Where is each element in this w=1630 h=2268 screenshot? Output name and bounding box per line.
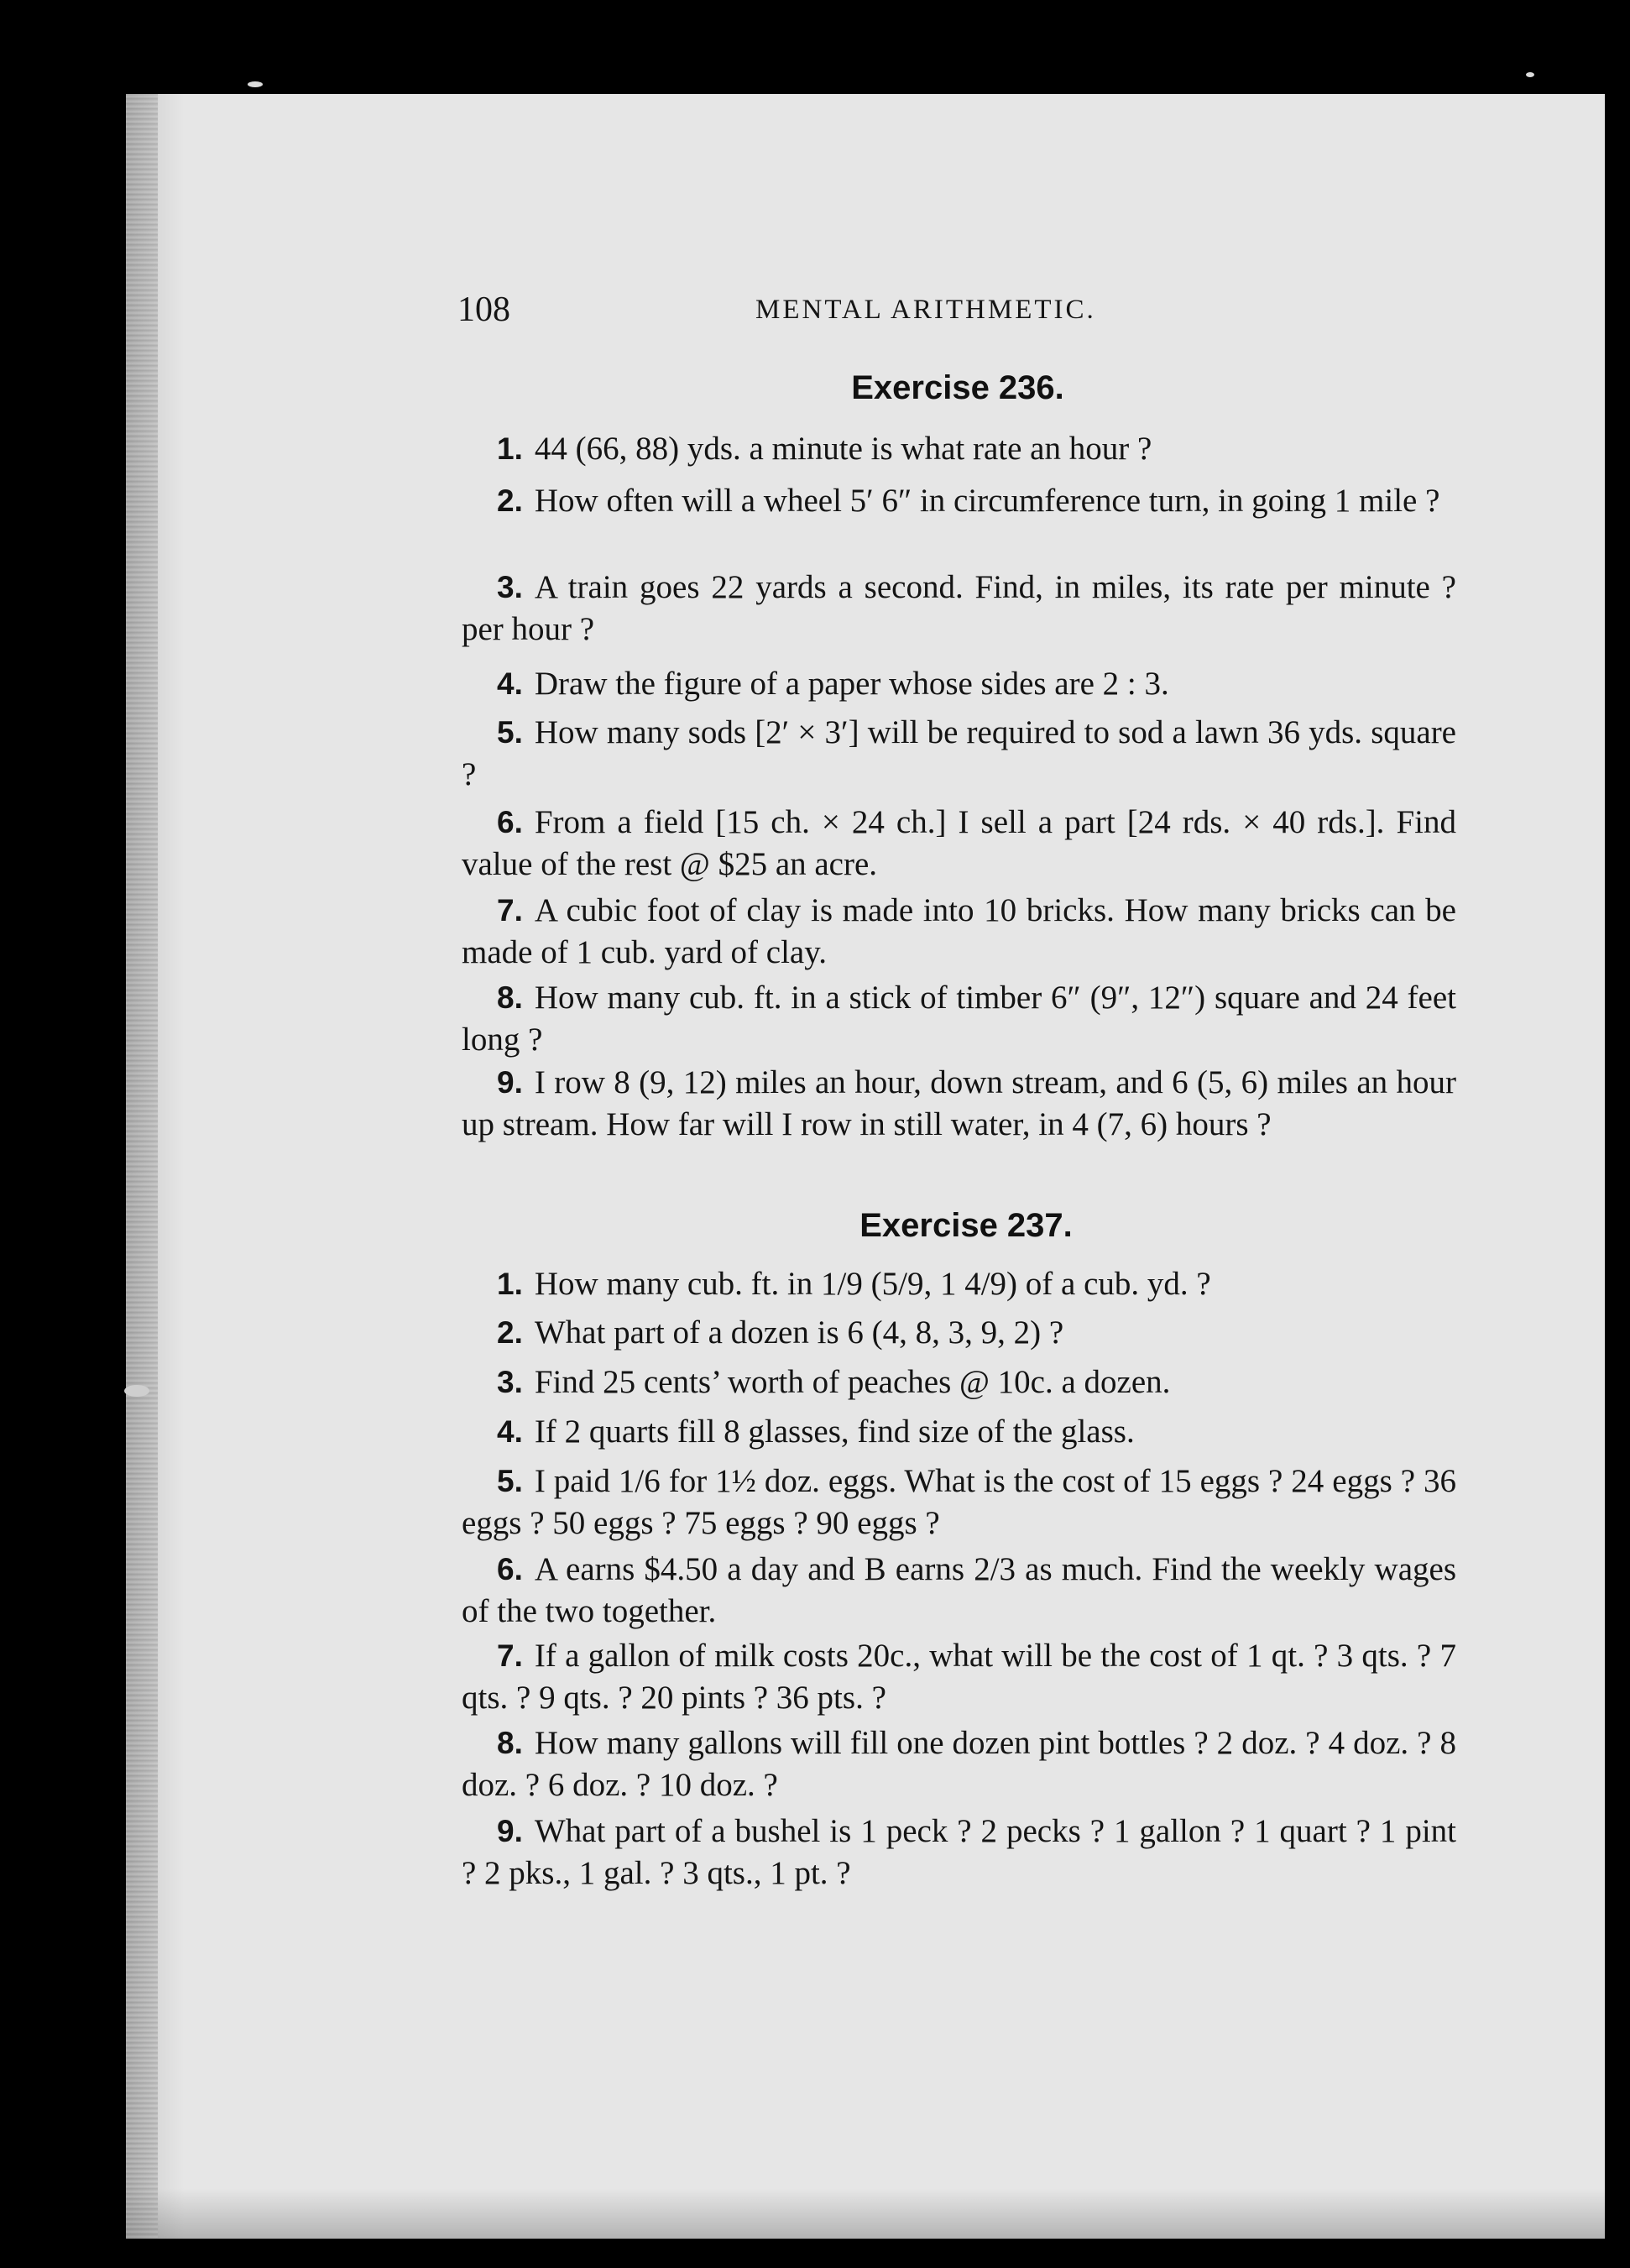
exercise-237-problem-7 xyxy=(462,1635,1456,1719)
exercise-237-problem-2 xyxy=(462,1312,1456,1354)
problem-text: Find 25 cents’ worth of peaches @ 10c. a dozen. xyxy=(534,1364,1171,1400)
exercise-236-problem-4 xyxy=(462,663,1456,705)
page-gutter-shadow xyxy=(126,94,158,2239)
dust-speck xyxy=(248,81,263,87)
problem-number: 6. xyxy=(497,805,523,839)
problem-number: 1. xyxy=(497,1267,523,1301)
problem-text: If 2 quarts fill 8 glasses, find size of the glass. xyxy=(534,1414,1135,1450)
problem-text: How many cub. ft. in 1/9 (5/9, 1 4/9) of a cub. yd. ? xyxy=(534,1266,1211,1302)
problem-text: I row 8 (9, 12) miles an hour, down stream, and 6 (5, 6) miles an hour up stream. How far will I row in still water, in 4 (7, 6) hours ? xyxy=(462,1064,1456,1142)
exercise-236-problem-3 xyxy=(462,567,1456,651)
problem-number: 5. xyxy=(497,715,523,750)
problem-number: 2. xyxy=(497,483,523,518)
exercise-236-problem-5 xyxy=(462,712,1456,796)
exercise-237-problem-8 xyxy=(462,1722,1456,1806)
problem-text: What part of a dozen is 6 (4, 8, 3, 9, 2) ? xyxy=(534,1314,1064,1351)
problem-number: 8. xyxy=(497,980,523,1015)
problem-text: I paid 1/6 for 1½ doz. eggs. What is the cost of 15 eggs ? 24 eggs ? 36 eggs ? 50 eggs ? 75 eggs ? 90 eggs ? xyxy=(462,1463,1456,1541)
exercise-236-problem-7 xyxy=(462,890,1456,974)
problem-number: 3. xyxy=(497,1365,523,1399)
problem-text: What part of a bushel is 1 peck ? 2 pecks ? 1 gallon ? 1 quart ? 1 pint ? 2 pks., 1 gal. ? 3 qts., 1 pt. ? xyxy=(462,1813,1456,1891)
problem-text: Draw the figure of a paper whose sides are 2 : 3. xyxy=(534,666,1169,702)
running-head xyxy=(457,290,1456,340)
problem-number: 9. xyxy=(497,1065,523,1100)
problem-number: 2. xyxy=(497,1315,523,1350)
problem-number: 7. xyxy=(497,1638,523,1673)
exercise-237-problem-3 xyxy=(462,1361,1456,1403)
problem-number: 1. xyxy=(497,431,523,466)
problem-text: How many gallons will fill one dozen pint bottles ? 2 doz. ? 4 doz. ? 8 doz. ? 6 doz. ? 10 doz. ? xyxy=(462,1725,1456,1803)
problem-text: If a gallon of milk costs 20c., what will be the cost of 1 qt. ? 3 qts. ? 7 qts. ? 9 qts. ? 20 pints ? 36 pts. ? xyxy=(462,1638,1456,1716)
dust-speck xyxy=(124,1385,149,1397)
exercise-236-problem-8 xyxy=(462,977,1456,1061)
problem-text: A cubic foot of clay is made into 10 bricks. How many bricks can be made of 1 cub. yard of clay. xyxy=(462,892,1456,970)
problem-text: From a field [15 ch. × 24 ch.] I sell a part [24 rds. × 40 rds.]. Find value of the rest @ $25 an acre. xyxy=(462,804,1456,882)
problem-number: 3. xyxy=(497,570,523,604)
problem-text: How many sods [2′ × 3′] will be required to sod a lawn 36 yds. square ? xyxy=(462,714,1456,792)
problem-text: How often will a wheel 5′ 6″ in circumference turn, in going 1 mile ? xyxy=(534,483,1440,519)
problem-number: 8. xyxy=(497,1726,523,1760)
exercise-236-problem-2 xyxy=(462,480,1456,522)
exercise-236-heading: Exercise 236. xyxy=(851,369,1064,406)
dust-speck xyxy=(1526,72,1534,77)
exercise-236-problem-6 xyxy=(462,802,1456,886)
exercise-236-problem-1 xyxy=(462,428,1456,470)
problem-text: 44 (66, 88) yds. a minute is what rate an hour ? xyxy=(534,431,1152,467)
exercise-237-heading: Exercise 237. xyxy=(859,1207,1073,1244)
problem-text: A earns $4.50 a day and B earns 2/3 as much. Find the weekly wages of the two together. xyxy=(462,1551,1456,1629)
exercise-237-problem-6 xyxy=(462,1549,1456,1633)
problem-number: 9. xyxy=(497,1814,523,1848)
exercise-237-problem-4 xyxy=(462,1411,1456,1453)
book-page xyxy=(126,94,1605,2239)
problem-number: 5. xyxy=(497,1464,523,1498)
exercise-236-problem-9 xyxy=(462,1062,1456,1146)
problem-number: 4. xyxy=(497,1414,523,1449)
running-title: MENTAL ARITHMETIC. xyxy=(755,295,1096,325)
exercise-237-problem-5 xyxy=(462,1461,1456,1544)
page-number: 108 xyxy=(457,290,510,329)
problem-text: How many cub. ft. in a stick of timber 6″ (9″, 12″) square and 24 feet long ? xyxy=(462,980,1456,1058)
exercise-237-problem-1 xyxy=(462,1263,1456,1305)
problem-number: 4. xyxy=(497,666,523,701)
exercise-237-problem-9 xyxy=(462,1811,1456,1894)
problem-number: 7. xyxy=(497,893,523,928)
problem-number: 6. xyxy=(497,1552,523,1586)
problem-text: A train goes 22 yards a second. Find, in miles, its rate per minute ? per hour ? xyxy=(462,569,1456,647)
